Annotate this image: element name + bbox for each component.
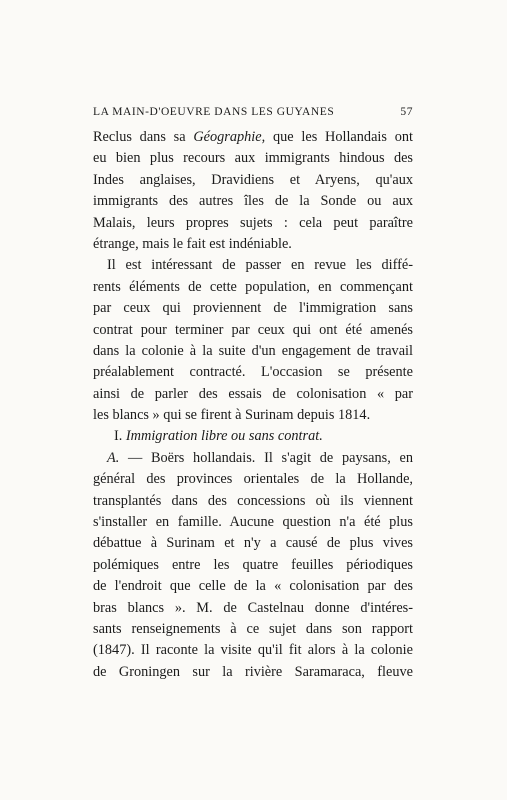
text-line: débattue à Surinam et n'y a causé de plus vives [93,535,413,552]
text-line: préalablement contracté. L'occasion se présente [93,364,413,381]
text-line: Il est intéressant de passer en revue les diffé- [107,257,413,274]
subsection-letter: A. [107,449,120,466]
text-segment: Reclus dans sa [93,129,194,145]
text-line: sants renseignements à ce sujet dans son rapport [93,620,413,637]
heading-numeral: I. [114,428,126,445]
heading-title: Immigration libre ou sans contrat. [125,428,323,445]
text-line: Indes anglaises, Dravidiens et Aryens, qu'aux [93,171,413,188]
text-line: contrat pour terminer par ceux qui ont été amenés [93,321,413,338]
text-line [93,448,413,469]
text-line: (1847). Il raconte la visite qu'il fit alors à la colonie [93,642,413,659]
text-line: eu bien plus recours aux immigrants hindous des [93,150,413,167]
text-line: de l'endroit que celle de la « colonisation par des [93,578,413,595]
text-line: rents éléments de cette population, en commençant [93,278,413,295]
text-line: s'installer en famille. Aucune question n'a été plus [93,514,413,531]
running-title: LA MAIN-D'OEUVRE DANS LES GUYANES [93,106,335,118]
running-head [93,104,413,120]
italic-title: Géographie, [193,129,266,145]
text-line: étrange, mais le fait est indéniable. [93,235,292,252]
text-line: immigrants des autres îles de la Sonde ou aux [93,193,413,210]
text-line: général des provinces orientales de la Hollande, [93,471,413,488]
text-line: polémiques entre les quatre feuilles périodiques [93,556,413,573]
text-line: transplantés dans des concessions où ils viennent [93,492,413,509]
text-line: ainsi de parler des essais de colonisation « par [93,385,413,402]
page-number: 57 [400,106,413,118]
text-line [93,127,413,148]
text-line: dans la colonie à la suite d'un engagement de travail [93,342,413,359]
text-line: par ceux qui proviennent de l'immigration sans [93,300,413,317]
body-text [93,127,413,683]
text-segment: que les Hollandais ont [265,129,413,145]
text-line: bras blancs ». M. de Castelnau donne d'intéres- [93,599,413,616]
text-line: les blancs » qui se firent à Surinam depuis 1814. [93,407,371,424]
section-heading [93,426,413,447]
text-segment: — Boërs hollandais. Il s'agit de paysans, en [119,449,413,466]
text-line: Malais, leurs propres sujets : cela peut paraître [93,214,413,231]
text-line: de Groningen sur la rivière Saramaraca, fleuve [93,663,413,680]
